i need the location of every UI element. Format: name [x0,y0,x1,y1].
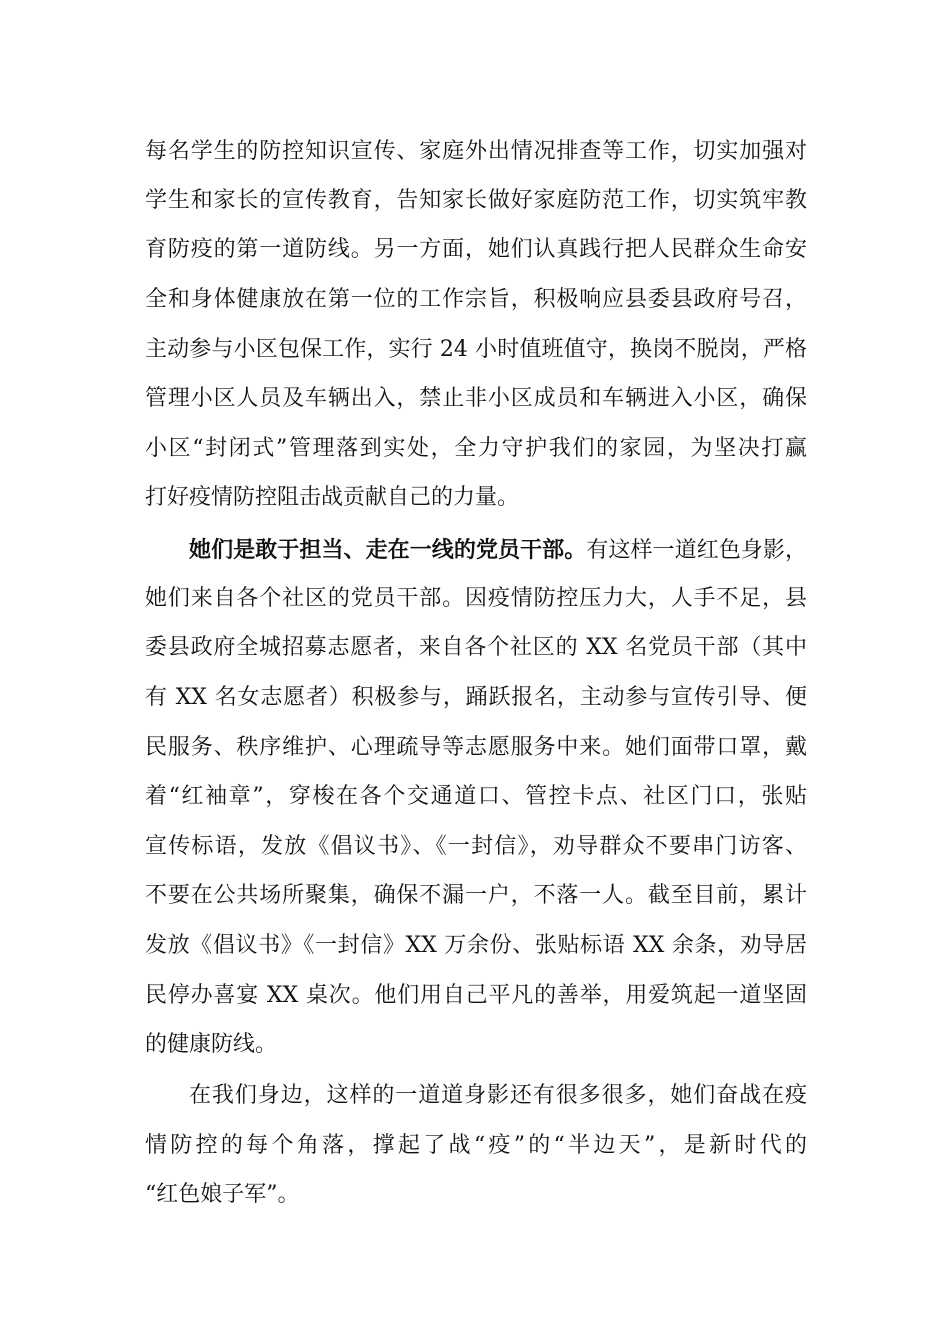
text-line: 宣传标语，发放《倡议书》、《一封信》，劝导群众不要串门访客、 [145,834,807,859]
text-line: 育防疫的第一道防线。另一方面，她们认真践行把人民群众生命安 [145,237,807,262]
text-line: 情防控的每个角落，撑起了战“疫”的“半边天”，是新时代的 [145,1133,807,1158]
text-line: 她们来自各个社区的党员干部。因疫情防控压力大，人手不足，县 [145,586,807,611]
text-line: 不要在公共场所聚集，确保不漏一户，不落一人。截至目前，累计 [145,883,807,908]
text-line: 打好疫情防控阻击战贡献自己的力量。 [145,485,520,510]
text-line: 民服务、秩序维护、心理疏导等志愿服务中来。她们面带口罩，戴 [145,735,807,760]
text-line: 小区“封闭式”管理落到实处，全力守护我们的家园，为坚决打赢 [145,436,807,461]
text-line: 主动参与小区包保工作，实行 24 小时值班值守，换岗不脱岗，严格 [145,337,807,362]
text-line: 着“红袖章”，穿梭在各个交通道口、管控卡点、社区门口，张贴 [145,784,807,809]
paragraph-heading: 她们是敢于担当、走在一线的党员干部。 [189,537,587,563]
text-line: 在我们身边，这样的一道道身影还有很多很多，她们奋战在疫 [189,1083,807,1108]
paragraph-first-line [189,535,807,565]
text-line: 学生和家长的宣传教育，告知家长做好家庭防范工作，切实筑牢教 [145,188,807,213]
text-line: 管理小区人员及车辆出入，禁止非小区成员和车辆进入小区，确保 [145,386,807,411]
text-line: 发放《倡议书》《一封信》XX 万余份、张贴标语 XX 余条，劝导居 [145,933,807,958]
text-line: 委县政府全城招募志愿者，来自各个社区的 XX 名党员干部（其中 [145,635,807,660]
text-line: “红色娘子军”。 [145,1182,300,1207]
text-line: 全和身体健康放在第一位的工作宗旨，积极响应县委县政府号召， [145,287,807,312]
text-line: 的健康防线。 [145,1032,278,1057]
text-line: 有 XX 名女志愿者）积极参与，踊跃报名，主动参与宣传引导、便 [145,685,807,710]
text-line: 民停办喜宴 XX 桌次。他们用自己平凡的善举，用爱筑起一道坚固 [145,983,807,1008]
paragraph-text: 有这样一道红色身影， [586,538,807,563]
text-line: 每名学生的防控知识宣传、家庭外出情况排查等工作，切实加强对 [145,139,807,164]
